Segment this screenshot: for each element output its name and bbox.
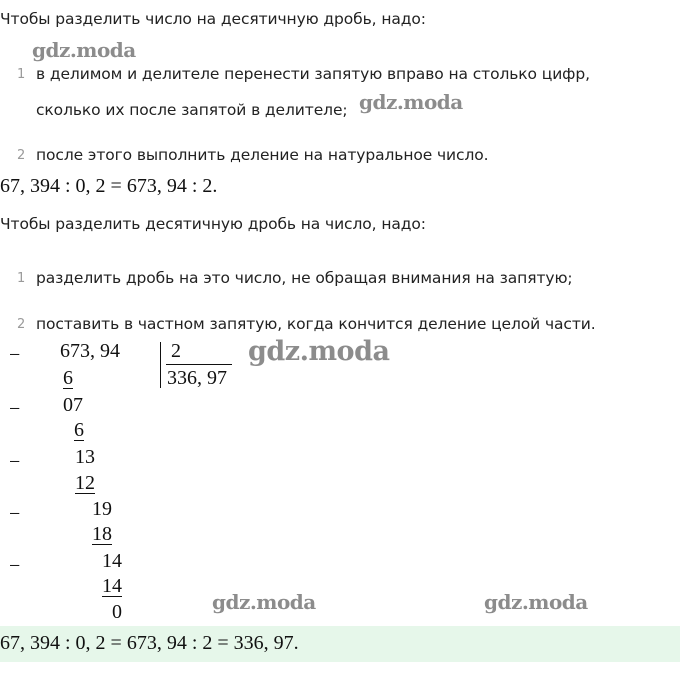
- watermark: gdz.moda: [359, 90, 463, 114]
- step-text: после этого выполнить деление на натуральное число.: [36, 146, 489, 164]
- step-number: 2: [17, 317, 26, 332]
- rule1-intro: Чтобы разделить число на десятичную дробь, надо:: [0, 10, 426, 28]
- divisor: 2: [171, 340, 181, 362]
- step-text: в делимом и делителе перенести запятую вправо на столько цифр,: [36, 65, 590, 83]
- minus-sign: −: [9, 451, 21, 473]
- division-bracket-vertical: [160, 342, 161, 388]
- final-remainder: 0: [112, 601, 122, 623]
- subtrahend: 6: [63, 367, 73, 389]
- answer-formula: 67, 394 : 0, 2 = 673, 94 : 2 = 336, 97.: [0, 632, 299, 654]
- step-number: 1: [17, 67, 26, 82]
- minus-sign: −: [9, 398, 21, 420]
- step-number: 2: [17, 148, 26, 163]
- remainder: 07: [63, 394, 83, 416]
- step-text-continued: сколько их после запятой в делителе;: [36, 101, 348, 119]
- watermark: gdz.moda: [248, 336, 390, 367]
- rule2-intro: Чтобы разделить десятичную дробь на число, надо:: [0, 215, 426, 233]
- division-bracket-horizontal: [166, 364, 232, 365]
- minus-sign: −: [9, 344, 21, 366]
- step-text: поставить в частном запятую, когда кончится деление целой части.: [36, 315, 596, 333]
- minus-sign: −: [9, 503, 21, 525]
- step-text: разделить дробь на это число, не обращая внимания на запятую;: [36, 269, 573, 287]
- subtrahend: 12: [75, 472, 95, 494]
- remainder: 14: [102, 550, 122, 572]
- example-formula: 67, 394 : 0, 2 = 673, 94 : 2.: [0, 175, 218, 197]
- watermark: gdz.moda: [212, 590, 316, 614]
- subtrahend: 14: [102, 575, 122, 597]
- subtrahend: 18: [92, 523, 112, 545]
- remainder: 19: [92, 498, 112, 520]
- dividend: 673, 94: [60, 340, 120, 362]
- quotient: 336, 97: [167, 367, 227, 389]
- subtrahend: 6: [74, 419, 84, 441]
- watermark: gdz.moda: [484, 590, 588, 614]
- step-number: 1: [17, 271, 26, 286]
- watermark: gdz.moda: [32, 38, 136, 62]
- minus-sign: −: [9, 555, 21, 577]
- remainder: 13: [75, 446, 95, 468]
